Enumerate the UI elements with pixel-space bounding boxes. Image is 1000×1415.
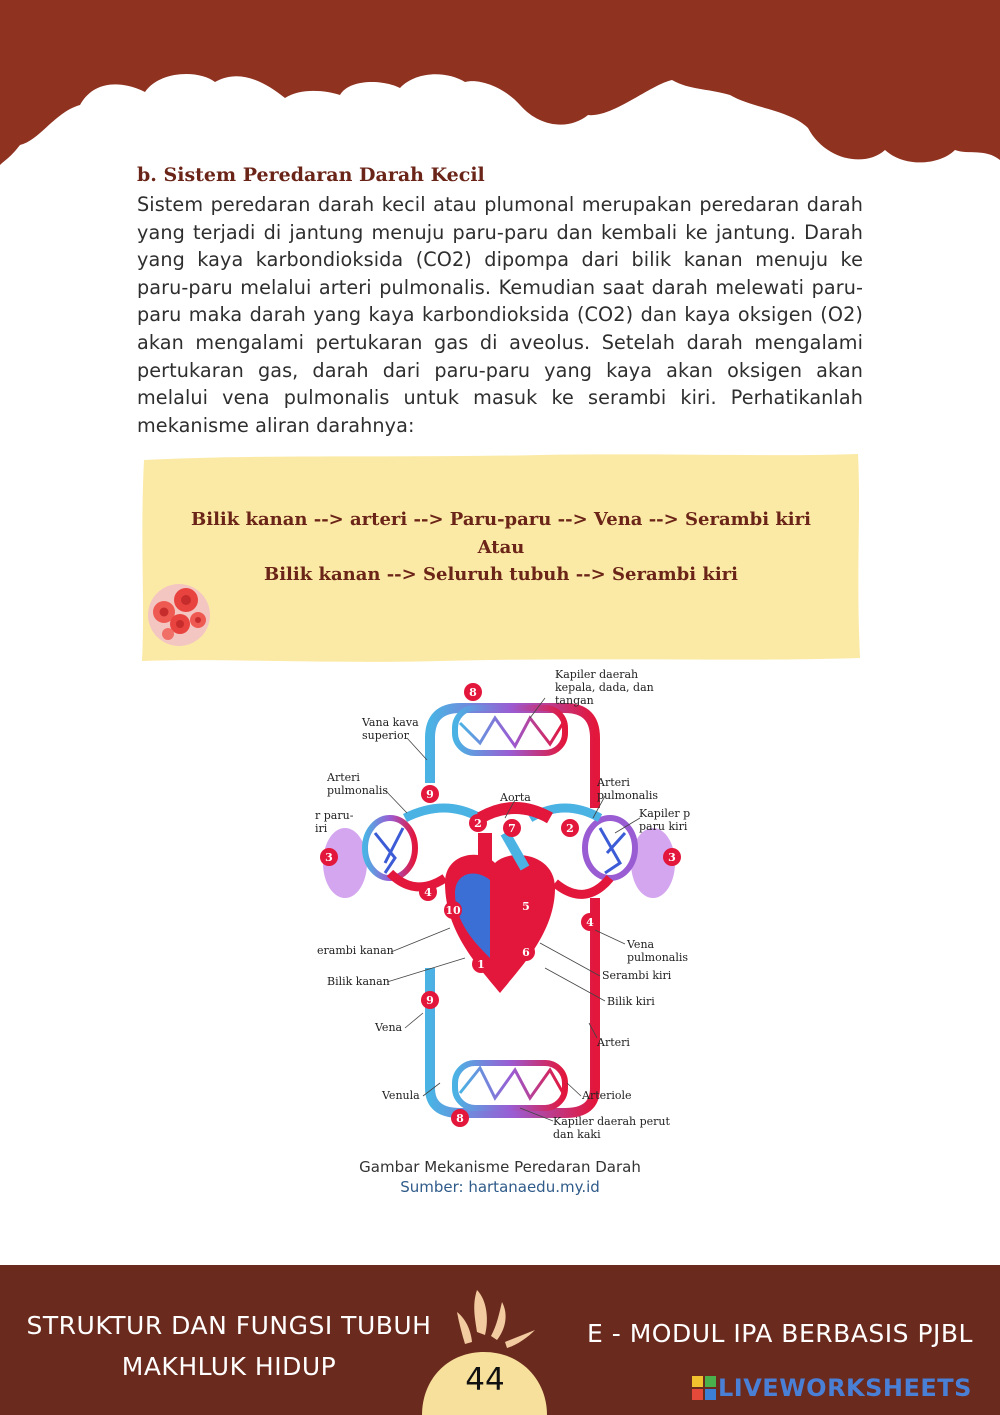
svg-text:9: 9: [426, 788, 434, 801]
footer-module-topic: [0, 1305, 458, 1387]
blood-cells-icon: [146, 582, 212, 648]
marker-8-top: [464, 683, 482, 701]
figure-caption: [0, 1157, 1000, 1197]
content-section: [137, 163, 863, 439]
marker-7: [503, 819, 521, 837]
label-vena: Vena: [375, 1021, 403, 1034]
svg-text:4: 4: [586, 916, 594, 929]
marker-4-left: [419, 883, 437, 901]
label-arteri-pulmonalis-right: Arteri pulmonalis: [597, 776, 659, 802]
label-kapiler-paru-left: r paru-iri: [315, 809, 354, 835]
label-arteriole: Arteriole: [582, 1089, 632, 1102]
label-kapiler-perut: Kapiler daerah perut dan kaki: [553, 1115, 670, 1141]
label-bilik-kanan: Bilik kanan: [327, 975, 390, 988]
marker-9-top: [421, 785, 439, 803]
marker-8-bottom: [451, 1109, 469, 1127]
label-aorta: Aorta: [500, 791, 531, 804]
flow-line-2: Atau: [477, 536, 525, 558]
marker-5: [517, 897, 535, 915]
label-vena-kava: Vana kava superior: [362, 716, 419, 742]
footer-left-line-2: MAKHLUK HIDUP: [121, 1352, 337, 1381]
label-arteri: Arteri: [597, 1036, 630, 1049]
marker-1: [472, 955, 490, 973]
footer-left-line-1: STRUKTUR DAN FUNGSI TUBUH: [26, 1311, 432, 1340]
footer-module-title: E - MODUL IPA BERBASIS PJBL: [587, 1319, 973, 1348]
svg-text:5: 5: [522, 900, 530, 913]
heart: [445, 808, 555, 993]
svg-text:7: 7: [508, 822, 516, 835]
flow-box: [140, 452, 862, 664]
label-serambi-kiri: Serambi kiri: [602, 969, 672, 982]
label-venula: Venula: [382, 1089, 420, 1102]
svg-text:6: 6: [522, 946, 530, 959]
marker-4-right: [581, 913, 599, 931]
caption-title: Gambar Mekanisme Peredaran Darah: [359, 1158, 641, 1176]
flow-lines: [140, 506, 862, 589]
svg-text:10: 10: [445, 904, 461, 917]
circulation-diagram: [315, 668, 691, 1148]
caption-source: Sumber: hartanaedu.my.id: [400, 1178, 600, 1196]
label-bilik-kiri: Bilik kiri: [607, 995, 655, 1008]
svg-text:3: 3: [668, 851, 676, 864]
label-kapiler-paru-right: Kapiler p paru kiri: [639, 807, 691, 833]
marker-3-left: [320, 848, 338, 866]
flow-line-1: Bilik kanan --> arteri --> Paru-paru --> Vena --> Serambi kiri: [191, 509, 811, 530]
flow-line-3: Bilik kanan --> Seluruh tubuh --> Serambi kiri: [264, 564, 738, 585]
svg-text:2: 2: [566, 822, 574, 835]
label-arteri-pulmonalis-left: Arteri pulmonalis: [327, 771, 389, 797]
liveworksheets-text: LIVEWORKSHEETS: [718, 1374, 972, 1402]
marker-3-right: [663, 848, 681, 866]
top-wave-decoration: [0, 0, 1000, 170]
label-serambi-kanan: erambi kanan: [317, 944, 394, 957]
svg-text:8: 8: [469, 686, 477, 699]
label-vena-pulmonalis: Vena pulmonalis: [627, 938, 689, 964]
marker-9-bottom: [421, 991, 439, 1009]
section-paragraph: Sistem peredaran darah kecil atau plumonal merupakan peredaran darah yang terjadi di jantung menuju paru-paru dan kembali ke jantung. Darah yang kaya karbondioksida (CO2) dipompa dari bilik kanan menuju ke paru-paru melalui arteri pulmonalis. Kemudian saat darah melewati paru-paru maka darah yang kaya karbondioksida (CO2) dan kaya oksigen (O2) akan mengalami pertukaran gas di aveolus. Setelah darah mengalami pertukaran gas, darah dari paru-paru yang kaya akan oksigen akan melalui vena pulmonalis untuk masuk ke serambi kiri. Perhatikanlah mekanisme aliran darahnya:: [137, 193, 863, 437]
marker-10: [444, 901, 462, 919]
liveworksheets-icon: [692, 1376, 716, 1400]
marker-2-right: [561, 819, 579, 837]
marker-6: [517, 943, 535, 961]
svg-text:2: 2: [474, 817, 482, 830]
marker-2-left: [469, 814, 487, 832]
svg-text:8: 8: [456, 1112, 464, 1125]
page-number: 44: [465, 1362, 505, 1398]
svg-text:4: 4: [424, 886, 432, 899]
section-heading: b. Sistem Peredaran Darah Kecil: [137, 164, 485, 186]
label-kapiler-kepala: Kapiler daerah kepala, dada, dan tangan: [555, 668, 654, 707]
svg-text:9: 9: [426, 994, 434, 1007]
svg-text:1: 1: [477, 958, 485, 971]
svg-text:3: 3: [325, 851, 333, 864]
liveworksheets-logo[interactable]: [692, 1374, 972, 1402]
